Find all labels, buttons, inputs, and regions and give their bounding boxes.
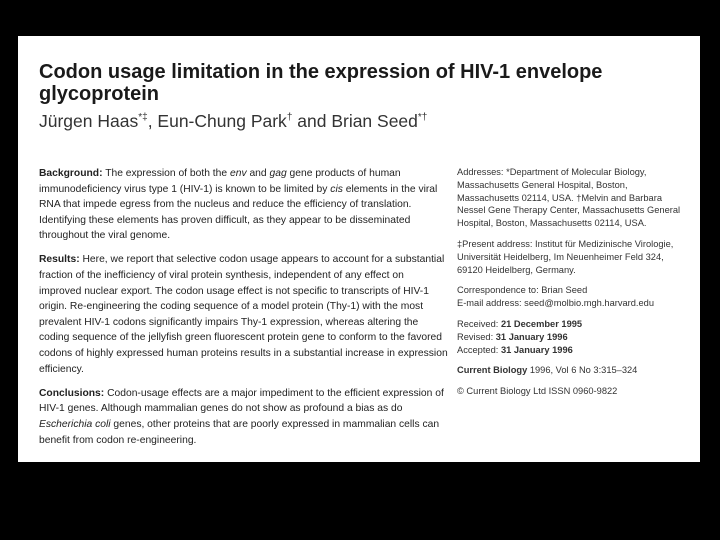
correspondence: Correspondence to: Brian Seed — [457, 285, 588, 296]
addresses: Addresses: *Department of Molecular Biology, Massachusetts General Hospital, Boston, Massachusetts 02114, USA. †Melvin and Barbara Nessel Gene Therapy Center, Massachusetts General Hospital, Boston, Massachusetts 02114, USA. — [457, 167, 681, 229]
abstract-text: Here, we report that selective codon usage appears to account for a substantial fraction of the inefficiency of viral protein synthesis, independent of any effect on improved nuclear export. The codon usage effect is not specific to transcripts of HIV-1 origin. Re-engineering the coding sequence of a model protein (Thy-1) with the most prevalent HIV-1 codons significantly impairs Thy-1 expression, whereas altering the coding sequence of the jellyfish green fluorescent protein gene to conform to the favored codons of highly expressed human proteins results in a substantial increase in expression efficiency. — [39, 254, 448, 375]
author-affiliation-mark: *‡ — [138, 112, 148, 123]
section-heading: Results: — [39, 254, 80, 266]
abstract-text: gene products of human immunodeficiency virus type 1 (HIV-1) is known to be limited by — [39, 168, 401, 195]
abstract-text: The expression of both the — [102, 168, 230, 179]
section-heading: Background: — [39, 168, 103, 179]
paper-page — [18, 36, 700, 462]
date-value: 21 December 1995 — [500, 318, 583, 329]
author-name: Brian Seed — [331, 110, 418, 131]
abstract-results — [39, 252, 449, 377]
journal-name: Current Biology — [457, 365, 528, 376]
abstract-background — [39, 166, 449, 244]
accepted-date — [457, 344, 692, 357]
gene-name: env — [229, 168, 247, 179]
correspondence-block — [457, 284, 692, 310]
author-name: Eun-Chung Park — [157, 110, 287, 131]
date-value: 31 January 1996 — [500, 344, 573, 355]
copyright: © Current Biology Ltd ISSN 0960-9822 — [457, 386, 618, 397]
date-label: Revised: — [457, 331, 496, 342]
date-label: Accepted: — [457, 344, 501, 355]
author-affiliation-mark: *† — [417, 112, 428, 123]
citation-details: 1996, Vol 6 No 3:315–324 — [527, 365, 638, 376]
abstract-text: Codon-usage effects are a major impediment to the efficient expression of HIV-1 genes. Although mammalian genes do not show as profound a bias as do — [39, 387, 444, 415]
abstract-text: and — [246, 168, 270, 179]
dates-block — [457, 318, 692, 356]
article-info-sidebar — [457, 166, 692, 406]
author-separator: and — [292, 110, 332, 131]
date-label: Received: — [457, 318, 501, 329]
abstract — [39, 166, 449, 457]
citation — [457, 364, 692, 377]
abstract-text: genes, other proteins that are poorly expressed in mammalian cells can benefit from codon re-engineering. — [39, 418, 440, 446]
received-date — [457, 318, 692, 331]
italic-term: cis — [330, 183, 343, 195]
present-address: ‡Present address: Institut für Medizinische Virologie, Universität Heidelberg, Im Neuenheimer Feld 324, 69120 Heidelberg, Germany. — [457, 238, 674, 275]
species-name: Escherichia coli — [39, 418, 111, 430]
abstract-text: elements in the viral RNA that impede egress from the nucleus and reduce the efficiency of translation. Identifying these elements has proven difficult, as they appear to be disseminated throughout the viral genome. — [39, 183, 438, 242]
citation-block — [457, 364, 692, 377]
paper-title: Codon usage limitation in the expression of HIV-1 envelope glycoprotein — [39, 61, 603, 105]
author-name: Jürgen Haas — [39, 110, 139, 131]
gene-name: gag — [269, 168, 287, 179]
date-value: 31 January 1996 — [495, 331, 568, 342]
author-list — [39, 108, 427, 131]
author-affiliation-mark: † — [286, 112, 293, 123]
abstract-conclusions — [39, 386, 449, 448]
email-address[interactable]: E-mail address: seed@molbio.mgh.harvard.edu — [457, 298, 655, 309]
revised-date — [457, 331, 692, 344]
section-heading: Conclusions: — [39, 387, 105, 399]
author-separator: , — [147, 110, 158, 131]
